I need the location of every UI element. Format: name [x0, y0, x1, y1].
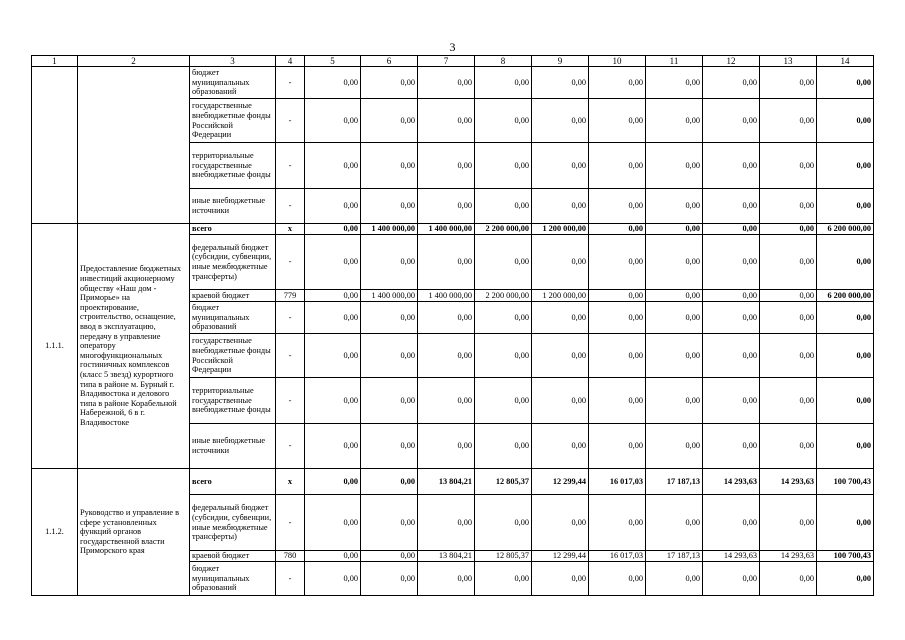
amount-cell: 0,00: [305, 290, 361, 302]
amount-cell: 0,00: [589, 424, 646, 469]
amount-cell: 14 293,63: [703, 551, 760, 562]
amount-cell: 0,00: [305, 551, 361, 562]
amount-cell: 0,00: [817, 67, 874, 99]
amount-cell: 0,00: [646, 67, 703, 99]
funding-source: всего: [190, 224, 276, 235]
budget-table: [31, 55, 874, 596]
amount-cell: 0,00: [532, 334, 589, 378]
amount-cell: 13 804,21: [418, 469, 475, 495]
column-header-11: 11: [646, 56, 703, 67]
column-header-10: 10: [589, 56, 646, 67]
amount-cell: 0,00: [760, 302, 817, 334]
amount-cell: 0,00: [646, 290, 703, 302]
budget-code: -: [276, 424, 305, 469]
budget-code: 780: [276, 551, 305, 562]
amount-cell: 0,00: [760, 99, 817, 143]
amount-cell: 12 805,37: [475, 469, 532, 495]
amount-cell: 0,00: [532, 67, 589, 99]
amount-cell: 1 400 000,00: [361, 290, 418, 302]
amount-cell: 0,00: [418, 562, 475, 596]
amount-cell: 0,00: [305, 334, 361, 378]
amount-cell: 0,00: [305, 189, 361, 224]
amount-cell: 0,00: [703, 235, 760, 290]
amount-cell: 0,00: [475, 235, 532, 290]
funding-source: краевой бюджет: [190, 290, 276, 302]
activity-description: Предоставление бюджетных инвестиций акционерному обществу «Наш дом - Приморье» на проектирование, строительство, оснащение, ввод в эксплуатацию, передачу в управление оператору многофункциональных гостиничных комплексов (класс 5 звезд) курортного типа в районе м. Бурный г. Владивостока и делового типа в районе Корабельной Набережной, 6 в г. Владивостоке: [78, 224, 190, 469]
amount-cell: 0,00: [817, 143, 874, 189]
amount-cell: 0,00: [475, 495, 532, 551]
amount-cell: 12 805,37: [475, 551, 532, 562]
amount-cell: 0,00: [361, 378, 418, 424]
amount-cell: 0,00: [703, 290, 760, 302]
funding-source: иные внебюджетные источники: [190, 189, 276, 224]
amount-cell: 1 200 000,00: [532, 290, 589, 302]
activity-description: [78, 67, 190, 224]
amount-cell: 0,00: [703, 495, 760, 551]
funding-source: бюджет муниципальных образований: [190, 562, 276, 596]
amount-cell: 0,00: [760, 378, 817, 424]
amount-cell: 0,00: [760, 495, 817, 551]
amount-cell: 0,00: [817, 424, 874, 469]
budget-code: -: [276, 143, 305, 189]
amount-cell: 0,00: [760, 189, 817, 224]
amount-cell: 1 400 000,00: [361, 224, 418, 235]
amount-cell: 13 804,21: [418, 551, 475, 562]
amount-cell: 0,00: [703, 424, 760, 469]
column-header-2: 2: [78, 56, 190, 67]
amount-cell: 0,00: [532, 378, 589, 424]
row-number: [32, 67, 78, 224]
amount-cell: 0,00: [361, 562, 418, 596]
amount-cell: 0,00: [589, 189, 646, 224]
amount-cell: 0,00: [305, 469, 361, 495]
amount-cell: 2 200 000,00: [475, 224, 532, 235]
amount-cell: 12 299,44: [532, 469, 589, 495]
budget-code: -: [276, 302, 305, 334]
amount-cell: 0,00: [418, 67, 475, 99]
amount-cell: 0,00: [532, 235, 589, 290]
header-row: [32, 56, 874, 67]
amount-cell: 0,00: [817, 562, 874, 596]
amount-cell: 0,00: [361, 99, 418, 143]
amount-cell: 0,00: [703, 378, 760, 424]
budget-code: -: [276, 495, 305, 551]
amount-cell: 0,00: [646, 334, 703, 378]
amount-cell: 0,00: [646, 562, 703, 596]
budget-code: -: [276, 99, 305, 143]
amount-cell: 0,00: [305, 495, 361, 551]
amount-cell: 0,00: [817, 189, 874, 224]
amount-cell: 0,00: [589, 302, 646, 334]
amount-cell: 17 187,13: [646, 551, 703, 562]
row-number: 1.1.1.: [32, 224, 78, 469]
amount-cell: 0,00: [418, 378, 475, 424]
amount-cell: 16 017,03: [589, 469, 646, 495]
column-header-3: 3: [190, 56, 276, 67]
amount-cell: 0,00: [760, 424, 817, 469]
column-header-6: 6: [361, 56, 418, 67]
amount-cell: 0,00: [475, 189, 532, 224]
amount-cell: 0,00: [532, 424, 589, 469]
amount-cell: 0,00: [703, 302, 760, 334]
amount-cell: 100 700,43: [817, 551, 874, 562]
column-header-5: 5: [305, 56, 361, 67]
table-row: [32, 224, 874, 235]
amount-cell: 17 187,13: [646, 469, 703, 495]
activity-description: Руководство и управление в сфере установленных функций органов государственной власти Приморского края: [78, 469, 190, 596]
column-header-9: 9: [532, 56, 589, 67]
amount-cell: 0,00: [589, 562, 646, 596]
amount-cell: 0,00: [532, 189, 589, 224]
amount-cell: 0,00: [475, 302, 532, 334]
amount-cell: 0,00: [817, 302, 874, 334]
amount-cell: 0,00: [703, 224, 760, 235]
amount-cell: 0,00: [361, 143, 418, 189]
budget-code: -: [276, 189, 305, 224]
amount-cell: 0,00: [646, 424, 703, 469]
funding-source: федеральный бюджет (субсидии, субвенции, иные межбюджетные трансферты): [190, 235, 276, 290]
amount-cell: 0,00: [418, 334, 475, 378]
amount-cell: 0,00: [361, 495, 418, 551]
amount-cell: 0,00: [305, 67, 361, 99]
amount-cell: 0,00: [475, 562, 532, 596]
funding-source: бюджет муниципальных образований: [190, 302, 276, 334]
amount-cell: 0,00: [817, 334, 874, 378]
amount-cell: 0,00: [760, 67, 817, 99]
amount-cell: 0,00: [760, 224, 817, 235]
amount-cell: 0,00: [361, 189, 418, 224]
column-header-7: 7: [418, 56, 475, 67]
amount-cell: 0,00: [305, 143, 361, 189]
amount-cell: 0,00: [646, 235, 703, 290]
amount-cell: 0,00: [760, 562, 817, 596]
table-row: [32, 469, 874, 495]
amount-cell: 0,00: [646, 99, 703, 143]
amount-cell: 0,00: [418, 143, 475, 189]
budget-code: -: [276, 235, 305, 290]
budget-code: -: [276, 562, 305, 596]
budget-code: -: [276, 67, 305, 99]
amount-cell: 0,00: [305, 302, 361, 334]
amount-cell: 0,00: [703, 67, 760, 99]
amount-cell: 0,00: [361, 235, 418, 290]
amount-cell: 0,00: [305, 235, 361, 290]
amount-cell: 0,00: [646, 143, 703, 189]
amount-cell: 6 200 000,00: [817, 290, 874, 302]
amount-cell: 0,00: [589, 495, 646, 551]
budget-code: x: [276, 469, 305, 495]
amount-cell: 0,00: [532, 143, 589, 189]
amount-cell: 0,00: [760, 235, 817, 290]
amount-cell: 0,00: [589, 143, 646, 189]
amount-cell: 0,00: [589, 334, 646, 378]
amount-cell: 0,00: [646, 302, 703, 334]
amount-cell: 0,00: [361, 551, 418, 562]
funding-source: иные внебюджетные источники: [190, 424, 276, 469]
amount-cell: 0,00: [589, 67, 646, 99]
amount-cell: 0,00: [532, 302, 589, 334]
amount-cell: 0,00: [703, 334, 760, 378]
amount-cell: 14 293,63: [703, 469, 760, 495]
amount-cell: 0,00: [361, 424, 418, 469]
amount-cell: 0,00: [305, 424, 361, 469]
amount-cell: 0,00: [760, 290, 817, 302]
budget-code: 779: [276, 290, 305, 302]
amount-cell: 14 293,63: [760, 551, 817, 562]
amount-cell: 0,00: [817, 495, 874, 551]
amount-cell: 0,00: [589, 290, 646, 302]
budget-code: -: [276, 378, 305, 424]
funding-source: федеральный бюджет (субсидии, субвенции, иные межбюджетные трансферты): [190, 495, 276, 551]
amount-cell: 0,00: [589, 99, 646, 143]
amount-cell: 0,00: [418, 424, 475, 469]
amount-cell: 1 200 000,00: [532, 224, 589, 235]
amount-cell: 0,00: [646, 189, 703, 224]
amount-cell: 0,00: [646, 378, 703, 424]
amount-cell: 0,00: [475, 378, 532, 424]
amount-cell: 0,00: [589, 235, 646, 290]
amount-cell: 1 400 000,00: [418, 224, 475, 235]
amount-cell: 0,00: [817, 235, 874, 290]
amount-cell: 0,00: [475, 99, 532, 143]
page-number: 3: [449, 40, 456, 54]
amount-cell: 0,00: [589, 224, 646, 235]
amount-cell: 100 700,43: [817, 469, 874, 495]
amount-cell: 0,00: [703, 143, 760, 189]
amount-cell: 2 200 000,00: [475, 290, 532, 302]
amount-cell: 1 400 000,00: [418, 290, 475, 302]
budget-code: -: [276, 334, 305, 378]
funding-source: государственные внебюджетные фонды Российской Федерации: [190, 99, 276, 143]
amount-cell: 0,00: [475, 334, 532, 378]
amount-cell: 0,00: [418, 302, 475, 334]
amount-cell: 0,00: [305, 99, 361, 143]
amount-cell: 0,00: [817, 99, 874, 143]
amount-cell: 0,00: [703, 99, 760, 143]
budget-code: x: [276, 224, 305, 235]
amount-cell: 0,00: [418, 235, 475, 290]
column-header-12: 12: [703, 56, 760, 67]
amount-cell: 0,00: [475, 143, 532, 189]
amount-cell: 0,00: [589, 378, 646, 424]
column-header-1: 1: [32, 56, 78, 67]
amount-cell: 0,00: [646, 224, 703, 235]
amount-cell: 0,00: [532, 562, 589, 596]
amount-cell: 0,00: [817, 378, 874, 424]
amount-cell: 0,00: [418, 495, 475, 551]
funding-source: бюджет муниципальных образований: [190, 67, 276, 99]
amount-cell: 0,00: [361, 469, 418, 495]
amount-cell: 0,00: [475, 67, 532, 99]
amount-cell: 0,00: [703, 562, 760, 596]
amount-cell: 0,00: [305, 378, 361, 424]
funding-source: краевой бюджет: [190, 551, 276, 562]
column-header-14: 14: [817, 56, 874, 67]
column-header-13: 13: [760, 56, 817, 67]
funding-source: территориальные государственные внебюджетные фонды: [190, 378, 276, 424]
funding-source: территориальные государственные внебюджетные фонды: [190, 143, 276, 189]
amount-cell: 0,00: [418, 189, 475, 224]
amount-cell: 0,00: [361, 334, 418, 378]
column-header-8: 8: [475, 56, 532, 67]
amount-cell: 0,00: [361, 302, 418, 334]
amount-cell: 0,00: [305, 224, 361, 235]
table-row: [32, 67, 874, 99]
amount-cell: 0,00: [532, 99, 589, 143]
amount-cell: 16 017,03: [589, 551, 646, 562]
row-number: 1.1.2.: [32, 469, 78, 596]
amount-cell: 0,00: [760, 143, 817, 189]
amount-cell: 0,00: [532, 495, 589, 551]
amount-cell: 0,00: [760, 334, 817, 378]
amount-cell: 0,00: [703, 189, 760, 224]
amount-cell: 0,00: [361, 67, 418, 99]
amount-cell: 0,00: [646, 495, 703, 551]
column-header-4: 4: [276, 56, 305, 67]
funding-source: государственные внебюджетные фонды Российской Федерации: [190, 334, 276, 378]
amount-cell: 6 200 000,00: [817, 224, 874, 235]
amount-cell: 0,00: [475, 424, 532, 469]
amount-cell: 12 299,44: [532, 551, 589, 562]
funding-source: всего: [190, 469, 276, 495]
amount-cell: 0,00: [418, 99, 475, 143]
amount-cell: 14 293,63: [760, 469, 817, 495]
amount-cell: 0,00: [305, 562, 361, 596]
